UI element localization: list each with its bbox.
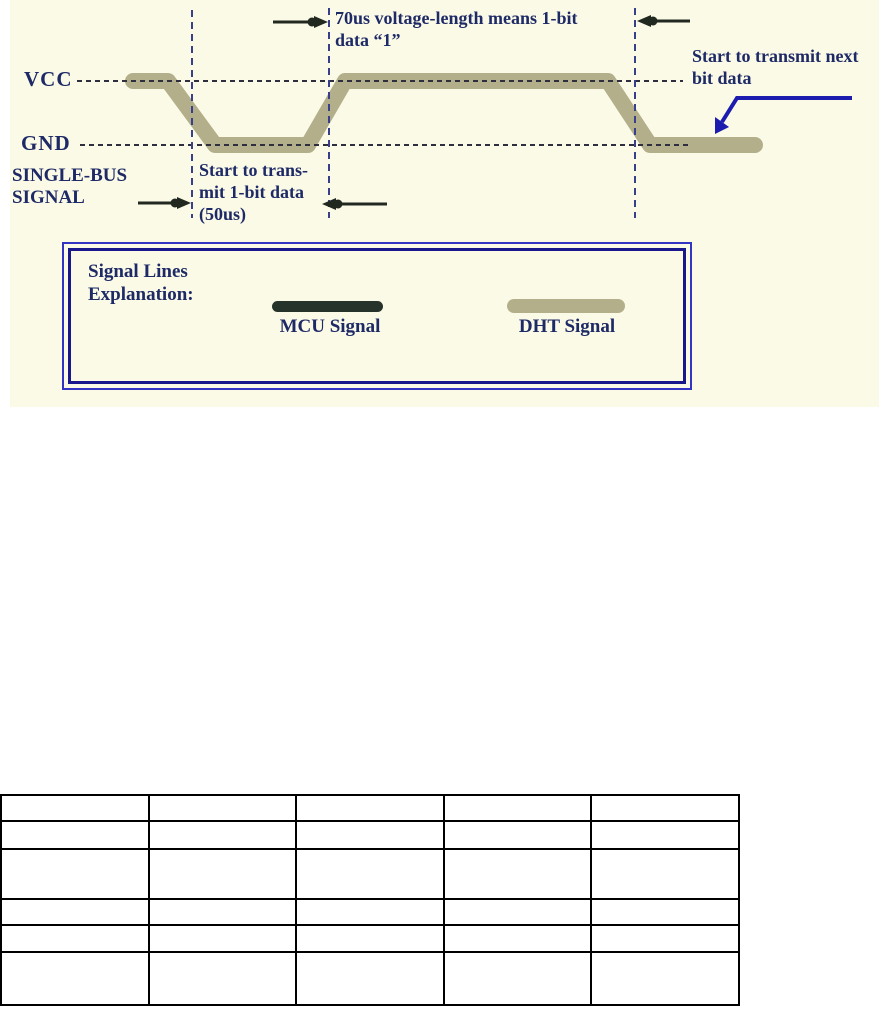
table-cell [296,925,444,952]
arrow-right-top-icon [273,16,328,28]
table-row [1,795,739,821]
table-cell [591,821,739,849]
start-transmit-annotation [199,159,308,225]
table-cell [444,849,592,899]
gnd-label: GND [21,131,71,155]
next-bit-line1: Start to transmit next [692,46,859,66]
mcu-signal-swatch [272,301,383,312]
table-row [1,925,739,952]
table-cell [1,821,149,849]
table-cell [591,899,739,925]
dht-signal-waveform [133,81,755,145]
table-cell [296,849,444,899]
table-cell [296,952,444,1005]
blue-pointer-arrow-icon [715,98,852,134]
vcc-label: VCC [24,67,73,91]
mcu-signal-label: MCU Signal [279,316,381,337]
start-transmit-line2: mit 1-bit data [199,182,304,202]
table-cell [1,925,149,952]
table-cell [444,899,592,925]
table-cell [444,925,592,952]
single-bus-signal-label [12,165,127,209]
legend-title-line1: Signal Lines [88,261,188,282]
bit-one-annotation [335,7,578,51]
table-cell [591,925,739,952]
bit-one-line1: 70us voltage-length means 1-bit [335,8,578,28]
table-cell [444,795,592,821]
table-cell [1,849,149,899]
dht-signal-label: DHT Signal [518,316,616,337]
arrow-right-mid-icon [138,197,191,209]
table-row [1,849,739,899]
start-transmit-line1: Start to trans- [199,160,308,180]
table-cell [444,952,592,1005]
dht-signal-swatch [507,299,625,313]
table-cell [296,795,444,821]
table-cell [591,952,739,1005]
start-transmit-line3: (50us) [199,204,247,224]
arrow-left-mid-icon [322,198,387,210]
timing-diagram [10,0,879,407]
table-cell [149,925,297,952]
table-cell [149,899,297,925]
bit-one-line2: data “1” [335,30,401,50]
table-row [1,899,739,925]
table-row [1,952,739,1005]
table-cell [149,821,297,849]
single-bus-line1: SINGLE-BUS [12,165,128,186]
table-cell [149,952,297,1005]
table-cell [591,849,739,899]
table-cell [1,952,149,1005]
arrow-left-top-icon [637,15,690,27]
table-cell [149,849,297,899]
table-cell [1,899,149,925]
table-row [1,821,739,849]
legend-title-line2: Explanation: [88,284,194,305]
legend-title [88,260,194,306]
single-bus-line2: SIGNAL [12,187,85,208]
next-bit-annotation [692,45,858,89]
table-cell [296,899,444,925]
table-cell [1,795,149,821]
table-cell [296,821,444,849]
table-cell [591,795,739,821]
table-cell [149,795,297,821]
table-cell [444,821,592,849]
next-bit-line2: bit data [692,68,752,88]
timing-parameters-table [0,794,740,1006]
